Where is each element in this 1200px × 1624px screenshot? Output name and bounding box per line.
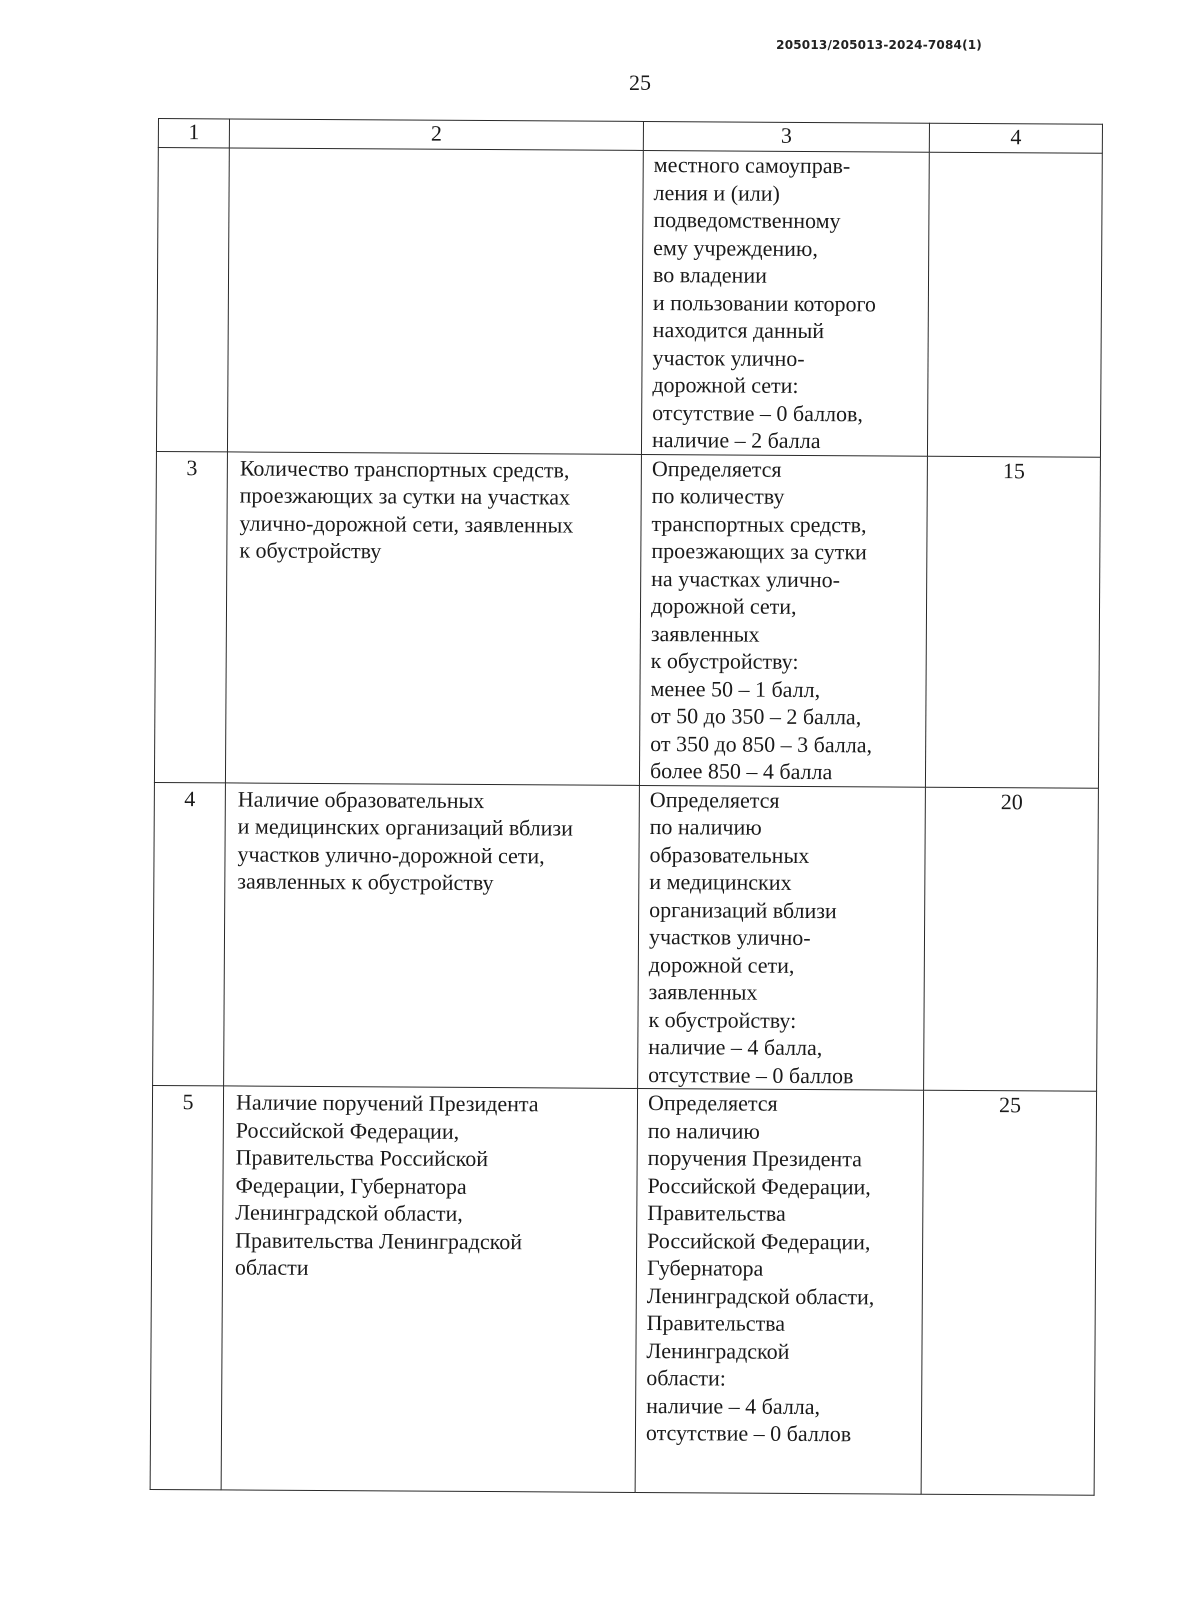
criterion-name-line: Правительства Ленинградской xyxy=(235,1226,523,1254)
criteria-table xyxy=(150,118,1103,1496)
table-body xyxy=(150,148,1102,1496)
evaluation-method-cell xyxy=(641,150,929,455)
evaluation-method-line: от 350 до 850 – 3 балла, xyxy=(650,730,873,757)
criterion-name-line: и медицинских организаций вблизи xyxy=(237,813,574,841)
evaluation-method-line: ления и (или) xyxy=(653,179,781,206)
evaluation-method-line: дорожной сети: xyxy=(652,372,799,398)
criterion-name-line: Российской Федерации, xyxy=(235,1116,460,1144)
criterion-name-line: участков улично-дорожной сети, xyxy=(237,840,545,868)
criterion-name-line: Наличие поручений Президента xyxy=(235,1089,539,1117)
criterion-name-line: Правительства Российской xyxy=(235,1144,489,1172)
evaluation-method-line: Ленинградской области, xyxy=(646,1282,875,1309)
evaluation-method-line: Ленинградской xyxy=(646,1337,790,1364)
column-header: 3 xyxy=(643,121,929,152)
row-number-cell: 5 xyxy=(150,1085,223,1489)
evaluation-method-line: ему учреждению, xyxy=(653,234,818,261)
evaluation-method-cell xyxy=(638,785,926,1090)
table-row xyxy=(154,451,1100,788)
criterion-name-cell xyxy=(227,148,643,454)
evaluation-method-line: Определяется xyxy=(651,455,782,482)
table-row xyxy=(150,1085,1096,1495)
column-header: 2 xyxy=(229,119,643,151)
evaluation-method-line: во владении xyxy=(652,262,767,288)
evaluation-method-line: отсутствие – 0 баллов, xyxy=(652,399,864,426)
evaluation-method-line: поручения Президента xyxy=(647,1145,862,1172)
evaluation-method-line: участков улично- xyxy=(648,924,811,951)
criterion-name-line: области xyxy=(234,1254,309,1280)
weight-cell: 20 xyxy=(924,787,1099,1092)
evaluation-method-line: местного самоуправ- xyxy=(653,152,851,179)
evaluation-method-line: Российской Федерации, xyxy=(647,1227,871,1254)
evaluation-method-line: к обустройству: xyxy=(650,648,799,674)
evaluation-method-line: проезжающих за сутки xyxy=(651,538,867,565)
evaluation-method-line: по количеству xyxy=(651,483,785,509)
criterion-name-line: Ленинградской области, xyxy=(235,1199,463,1226)
evaluation-method-line: наличие – 4 балла, xyxy=(648,1034,823,1061)
evaluation-method-line: образовательных xyxy=(649,841,810,868)
table-row xyxy=(153,782,1099,1091)
document-id: 205013/205013-2024-7084(1) xyxy=(776,38,982,52)
table-row xyxy=(156,148,1102,457)
evaluation-method-line: отсутствие – 0 баллов xyxy=(645,1420,852,1447)
evaluation-method-line: по наличию xyxy=(647,1117,760,1144)
evaluation-method-line: транспортных средств, xyxy=(651,510,867,537)
column-header: 1 xyxy=(158,119,229,148)
evaluation-method-line: заявленных xyxy=(650,620,760,647)
weight-cell xyxy=(927,152,1102,457)
criterion-name-line: улично-дорожной сети, заявленных xyxy=(239,510,574,538)
evaluation-method-line: Правительства xyxy=(646,1310,786,1336)
evaluation-method-line: Правительства xyxy=(647,1200,786,1226)
criterion-name-line: заявленных к обустройству xyxy=(237,868,494,896)
evaluation-method-line: менее 50 – 1 балл, xyxy=(650,675,821,702)
evaluation-method-line: дорожной сети, xyxy=(650,593,797,619)
criterion-name-cell xyxy=(221,1086,637,1493)
evaluation-method-line: области: xyxy=(646,1365,727,1391)
weight-cell: 25 xyxy=(921,1090,1096,1495)
criterion-name-line: Наличие образовательных xyxy=(237,786,485,813)
criterion-name-line: Количество транспортных средств, xyxy=(239,455,570,483)
evaluation-method-line: наличие – 4 балла, xyxy=(646,1392,821,1419)
evaluation-method-line: на участках улично- xyxy=(651,565,841,592)
evaluation-method-line: дорожной сети, xyxy=(648,951,795,978)
criterion-name-cell xyxy=(224,782,640,1088)
evaluation-method-line: более 850 – 4 балла xyxy=(649,758,833,785)
evaluation-method-line: и пользовании которого xyxy=(652,289,877,316)
criterion-name-line: Федерации, Губернатора xyxy=(235,1171,467,1199)
weight-cell: 15 xyxy=(925,456,1100,788)
evaluation-method-line: от 50 до 350 – 2 балла, xyxy=(650,703,862,730)
row-number-cell: 4 xyxy=(153,782,226,1086)
criterion-name-line: проезжающих за сутки на участках xyxy=(239,482,571,510)
column-header: 4 xyxy=(929,123,1102,153)
criterion-name-cell xyxy=(225,451,641,785)
evaluation-method-line: организаций вблизи xyxy=(649,896,837,923)
evaluation-method-cell xyxy=(635,1088,923,1494)
evaluation-method-line: Российской Федерации, xyxy=(647,1172,871,1199)
evaluation-method-line: находится данный xyxy=(652,317,825,344)
evaluation-method-line: отсутствие – 0 баллов xyxy=(648,1061,854,1088)
row-number-cell: 3 xyxy=(154,451,227,782)
evaluation-method-line: заявленных xyxy=(648,979,758,1005)
row-number-cell xyxy=(156,148,229,452)
evaluation-method-line: подведомственному xyxy=(653,207,841,234)
evaluation-method-line: и медицинских xyxy=(649,869,792,895)
evaluation-method-line: участок улично- xyxy=(652,344,805,371)
evaluation-method-line: наличие – 2 балла xyxy=(651,427,821,454)
evaluation-method-line: Определяется xyxy=(647,1090,778,1116)
page-number: 25 xyxy=(629,70,651,95)
evaluation-method-line: по наличию xyxy=(649,814,762,840)
evaluation-method-line: Определяется xyxy=(649,786,780,813)
evaluation-method-line: Губернатора xyxy=(646,1255,764,1281)
criterion-name-line: к обустройству xyxy=(239,537,382,564)
evaluation-method-line: к обустройству: xyxy=(648,1006,797,1033)
evaluation-method-cell xyxy=(639,454,927,787)
